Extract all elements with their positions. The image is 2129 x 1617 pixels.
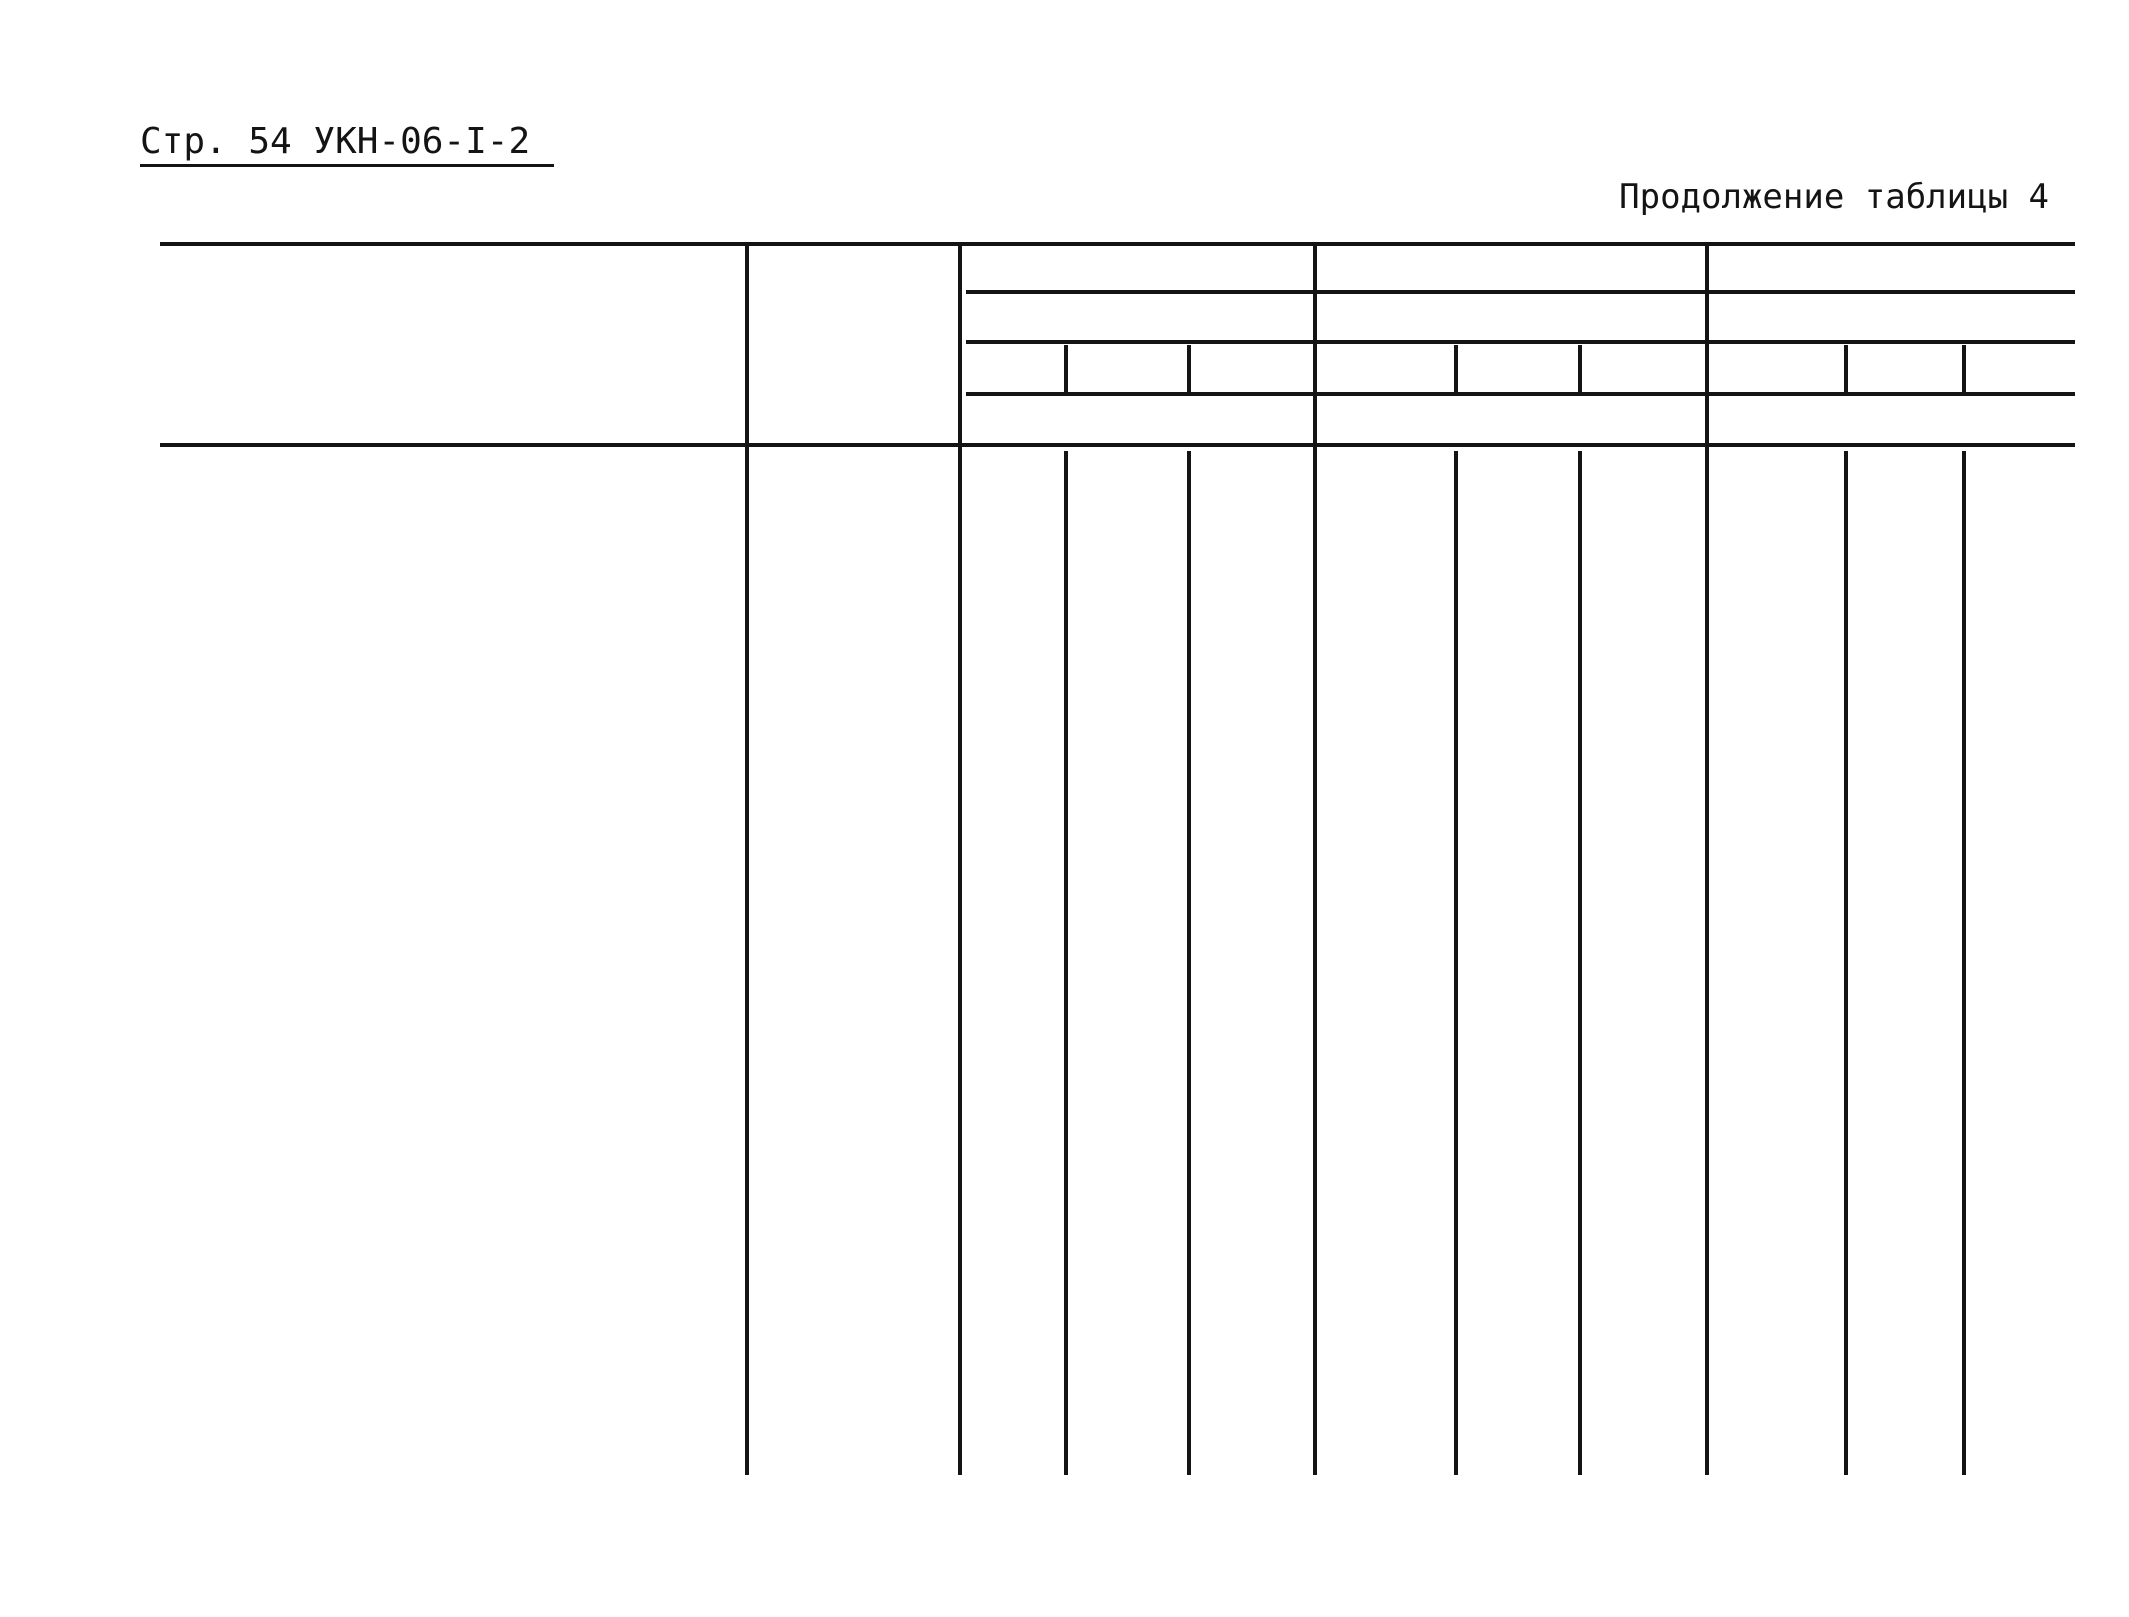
table-top-rule bbox=[160, 242, 2075, 246]
engine-group-separator bbox=[1313, 242, 1317, 1475]
repair-separator bbox=[1187, 345, 1191, 395]
repair-separator bbox=[1578, 451, 1582, 1475]
repair-separator bbox=[1454, 451, 1458, 1475]
column-separator bbox=[745, 242, 749, 1475]
column-separator bbox=[958, 242, 962, 1475]
repair-separator bbox=[1064, 451, 1068, 1475]
repair-separator bbox=[1454, 345, 1458, 395]
page-reference: Стр. 54 УКН-06-I-2 bbox=[140, 120, 554, 167]
repair-separator bbox=[1578, 345, 1582, 395]
repair-separator bbox=[1064, 345, 1068, 395]
table-caption: Продолжение таблицы 4 bbox=[1619, 177, 2049, 217]
repair-separator bbox=[1844, 345, 1848, 395]
engine-group-separator bbox=[1705, 242, 1709, 1475]
repair-separator bbox=[1844, 451, 1848, 1475]
repair-separator bbox=[1962, 345, 1966, 395]
repair-separator bbox=[1962, 451, 1966, 1475]
repair-types-rule bbox=[966, 392, 2075, 396]
table-header-bottom-rule bbox=[160, 443, 2075, 447]
repair-separator bbox=[1187, 451, 1191, 1475]
engine-header-rule bbox=[966, 290, 2075, 294]
repair-kind-rule bbox=[966, 340, 2075, 344]
